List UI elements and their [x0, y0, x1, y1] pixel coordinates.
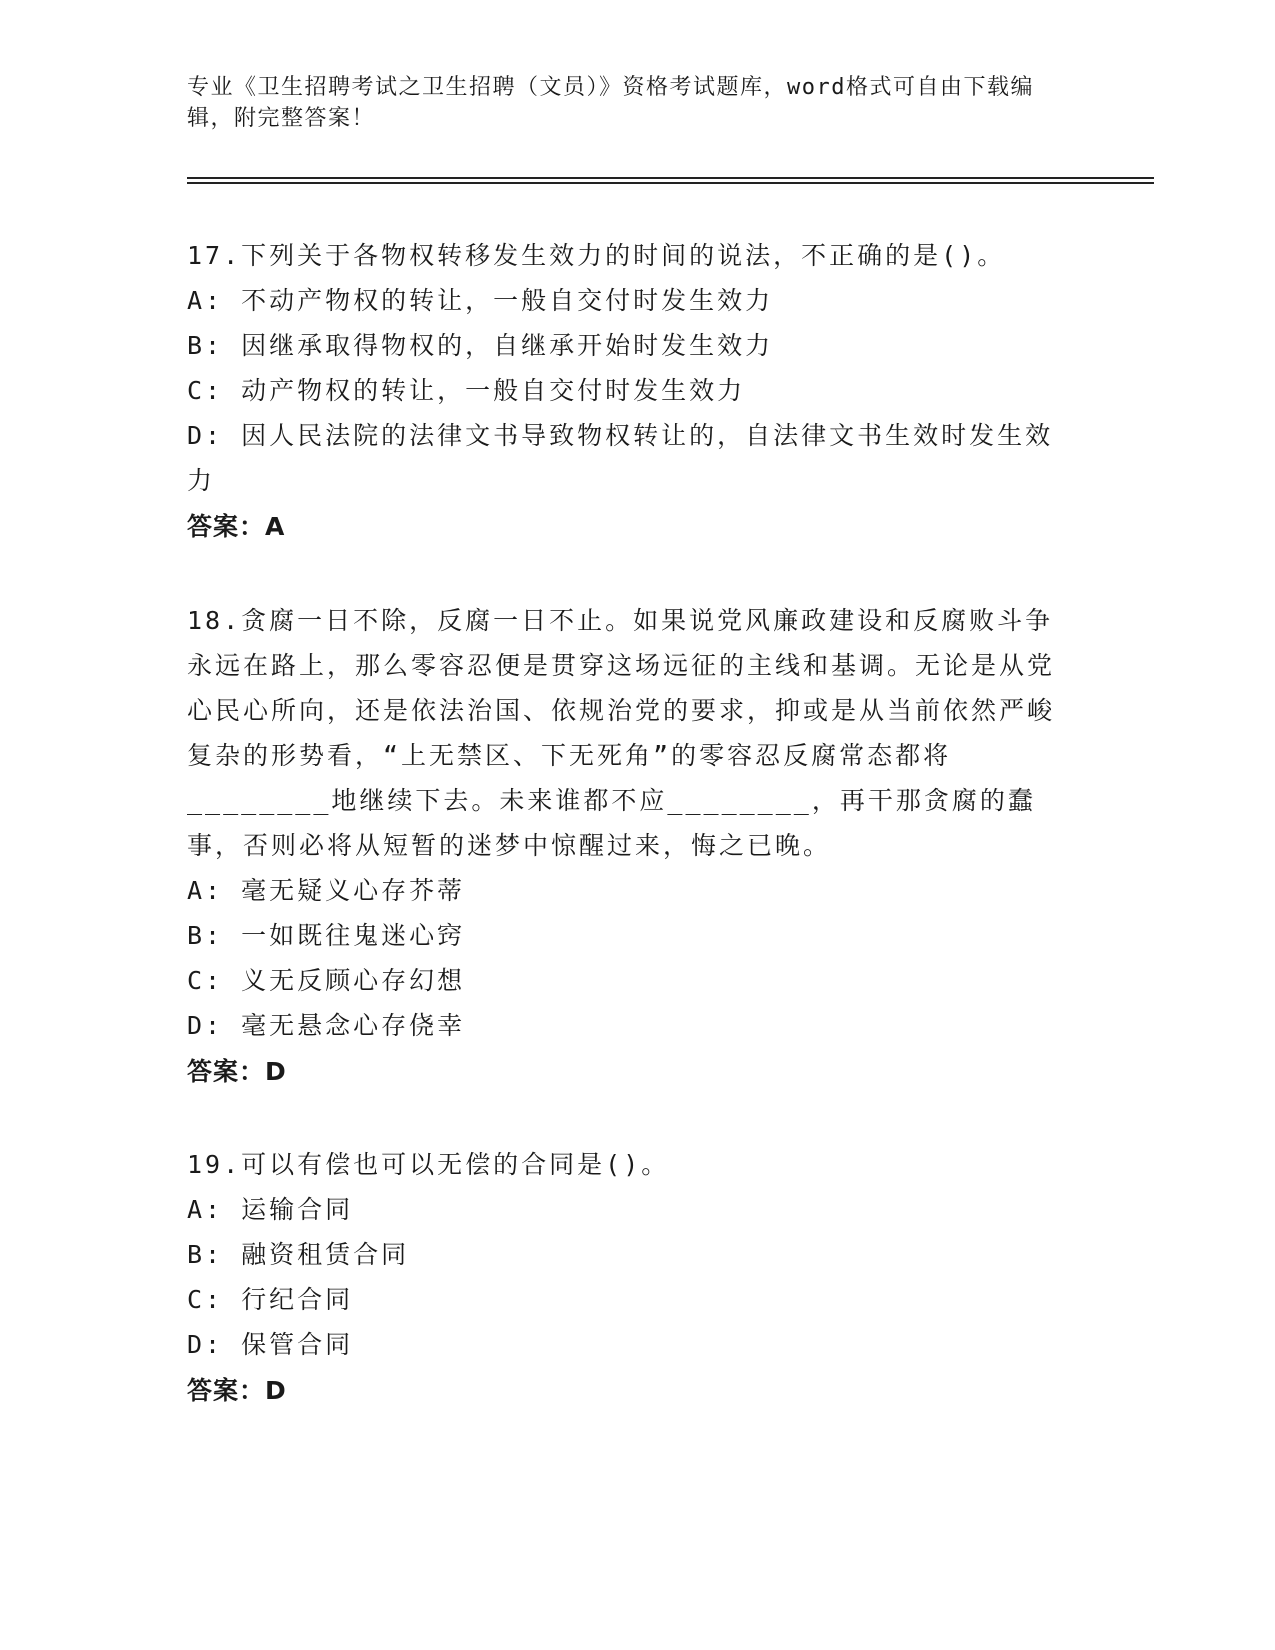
option-a: A: 不动产物权的转让，一般自交付时发生效力	[187, 286, 774, 315]
answer: 答案：D	[187, 1376, 287, 1405]
answer: 答案：D	[187, 1057, 287, 1086]
header-divider-top	[187, 177, 1154, 179]
question-stem: 19.可以有偿也可以无偿的合同是()。	[187, 1150, 670, 1179]
option-d: D: 毫无悬念心存侥幸	[187, 1011, 466, 1040]
option-b: B: 融资租赁合同	[187, 1240, 410, 1269]
document-header: 专业《卫生招聘考试之卫生招聘（文员）》资格考试题库，word格式可自由下载编辑，附完整答案！	[187, 75, 1034, 131]
option-a: A: 运输合同	[187, 1195, 354, 1224]
header-divider-bottom	[187, 182, 1154, 184]
option-d: D: 保管合同	[187, 1330, 354, 1359]
option-c: C: 动产物权的转让，一般自交付时发生效力	[187, 376, 746, 405]
question-18	[187, 598, 1067, 1095]
option-c: C: 义无反顾心存幻想	[187, 966, 466, 995]
option-b: B: 一如既往鬼迷心窍	[187, 921, 466, 950]
question-17	[187, 233, 1067, 550]
question-19	[187, 1142, 1067, 1414]
option-b: B: 因继承取得物权的，自继承开始时发生效力	[187, 331, 774, 360]
question-stem: 18.贪腐一日不除，反腐一日不止。如果说党风廉政建设和反腐败斗争永远在路上，那么零容忍便是贯穿这场远征的主线和基调。无论是从党心民心所向，还是依法治国、依规治党的要求，抑或是从当前依然严峻复杂的形势看，“上无禁区、下无死角”的零容忍反腐常态都将________地继续下去。未来谁都不应________，再干那贪腐的蠢事，否则必将从短暂的迷梦中惊醒过来，悔之已晚。	[187, 606, 1056, 860]
option-a: A: 毫无疑义心存芥蒂	[187, 876, 466, 905]
option-c: C: 行纪合同	[187, 1285, 354, 1314]
question-stem: 17.下列关于各物权转移发生效力的时间的说法，不正确的是()。	[187, 241, 1006, 270]
answer: 答案：A	[187, 512, 286, 541]
option-d: D: 因人民法院的法律文书导致物权转让的，自法律文书生效时发生效力	[187, 421, 1054, 495]
